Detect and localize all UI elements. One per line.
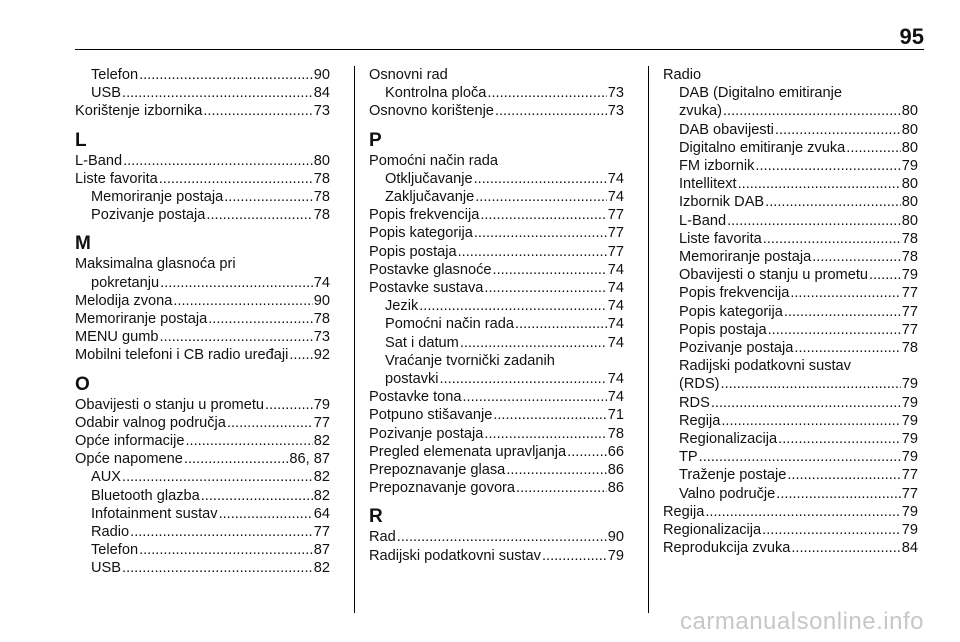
index-subentry (75, 66, 330, 84)
index-entry-page: 74 (607, 280, 624, 297)
index-entry-label: Telefon (91, 67, 139, 83)
dot-leader (122, 468, 313, 486)
dot-leader (186, 432, 313, 450)
dot-leader (711, 394, 901, 412)
index-entry-label: Melodija zvona (75, 292, 173, 309)
index-entry-label: Pozivanje postaja (91, 207, 206, 224)
index-column-2 (369, 66, 624, 565)
dot-leader (139, 541, 313, 559)
index-subentry (75, 505, 330, 523)
index-entry-page: 79 (901, 267, 918, 284)
index-entry-label: Postavke tona (369, 389, 462, 406)
index-entry-label: Kontrolna ploča (385, 85, 487, 102)
index-letter-heading: O (75, 373, 90, 395)
dot-leader (484, 425, 606, 443)
dot-leader (812, 248, 901, 266)
dot-leader (484, 279, 606, 297)
index-entry-label: Liste favorita (75, 170, 158, 187)
index-entry-heading: Radio (663, 67, 702, 83)
index-entry-page: 74 (607, 170, 624, 187)
index-entry-label: Popis frekvencija (679, 285, 790, 302)
index-entry-page: 74 (607, 261, 624, 278)
index-entry-label: RDS (679, 394, 710, 411)
index-entry (75, 170, 330, 188)
index-entry (75, 152, 330, 170)
index-entry-label: Bluetooth glazba (91, 487, 200, 504)
index-entry (75, 396, 330, 414)
index-entry-label: USB (91, 560, 122, 577)
dot-leader (794, 339, 900, 357)
dot-leader (495, 102, 607, 120)
dot-leader (440, 370, 607, 388)
index-entry-page: 74 (607, 334, 624, 351)
index-subentry (663, 193, 918, 211)
index-entry-label: Valno područje (679, 485, 776, 502)
index-entry-label: Korištenje izbornika (75, 103, 203, 120)
index-entry-label: (RDS) (679, 376, 720, 393)
dot-leader (130, 523, 313, 541)
index-entry-page: 80 (901, 139, 918, 156)
index-entry (75, 450, 330, 468)
index-letter-heading: L (75, 129, 87, 151)
index-entry-page: 86, 87 (289, 451, 330, 468)
index-subentry (663, 375, 918, 393)
index-entry-label: postavki (385, 371, 439, 388)
index-entry-page: 80 (313, 152, 330, 169)
index-entry-label: MENU gumb (75, 329, 159, 346)
index-entry-label: Otključavanje (385, 170, 473, 187)
index-entry-label: Osnovno korištenje (369, 103, 494, 120)
index-entry-page: 82 (313, 469, 330, 486)
index-entry (369, 443, 624, 461)
dot-leader (122, 559, 313, 577)
index-entry-page: 78 (313, 207, 330, 224)
index-entry-label: Izbornik DAB (679, 194, 765, 211)
index-subentry (369, 170, 624, 188)
dot-leader (475, 188, 607, 206)
index-entry-page: 64 (313, 505, 330, 522)
index-entry-label: Radio (91, 524, 130, 541)
index-entry-page: 90 (313, 292, 330, 309)
index-entry-label: USB (91, 85, 122, 102)
index-entry-label: Postavke glasnoće (369, 261, 492, 278)
index-entry-label: Infotainment sustav (91, 505, 218, 522)
index-entry-page: 78 (901, 249, 918, 266)
column-divider (354, 66, 355, 613)
index-subentry (75, 84, 330, 102)
dot-leader (542, 547, 607, 565)
dot-leader (139, 66, 313, 84)
index-column-1 (75, 66, 330, 578)
index-subentry (663, 212, 918, 230)
dot-leader (727, 212, 901, 230)
index-entry-label: Memoriranje postaja (679, 249, 812, 266)
index-entry (369, 206, 624, 224)
dot-leader (474, 170, 607, 188)
dot-leader (846, 139, 900, 157)
index-entry (369, 261, 624, 279)
index-subentry (663, 157, 918, 175)
index-subentry (369, 334, 624, 352)
index-entry-page: 79 (901, 376, 918, 393)
index-entry-label: Postavke sustava (369, 280, 484, 297)
index-subentry (663, 303, 918, 321)
index-entry-label: pokretanju (91, 274, 160, 291)
index-entry-page: 73 (607, 103, 624, 120)
index-entry-label: Regija (679, 412, 721, 429)
index-entry (75, 414, 330, 432)
index-entry-page: 82 (313, 560, 330, 577)
index-entry-page: 79 (313, 396, 330, 413)
index-entry-label: Potpuno stišavanje (369, 407, 493, 424)
dot-leader (516, 479, 607, 497)
index-entry-page: 73 (607, 85, 624, 102)
index-subentry (75, 559, 330, 577)
index-entry-label: Obavijesti o stanju u prometu (679, 267, 869, 284)
index-entry-page: 71 (607, 407, 624, 424)
dot-leader (173, 292, 312, 310)
dot-leader (265, 396, 313, 414)
index-entry-page: 79 (607, 547, 624, 564)
index-entry-page: 78 (313, 170, 330, 187)
dot-leader (208, 310, 313, 328)
index-entry-page: 80 (901, 176, 918, 193)
index-entry-heading: Pomoćni način rada (369, 152, 498, 169)
dot-leader (755, 157, 900, 175)
index-entry-page: 77 (901, 485, 918, 502)
dot-leader (776, 485, 900, 503)
index-entry-page: 86 (607, 462, 624, 479)
dot-leader (787, 466, 900, 484)
index-entry-page: 79 (901, 394, 918, 411)
index-entry-page: 80 (901, 103, 918, 120)
index-entry-label: Radijski podatkovni sustav (369, 547, 541, 564)
index-entry-label: Digitalno emitiranje zvuka (679, 139, 846, 156)
index-entry-page: 77 (313, 414, 330, 431)
dot-leader (784, 303, 901, 321)
dot-leader (699, 448, 901, 466)
index-subentry (369, 188, 624, 206)
dot-leader (763, 230, 901, 248)
dot-leader (159, 170, 313, 188)
dot-leader (790, 284, 900, 302)
index-entry-page: 66 (607, 443, 624, 460)
index-entry (369, 102, 624, 120)
index-entry (75, 310, 330, 328)
index-subentry (663, 466, 918, 484)
index-entry-label: Intellitext (679, 176, 737, 193)
index-entry-page: 74 (607, 189, 624, 206)
dot-leader (460, 334, 607, 352)
index-entry-page: 77 (607, 243, 624, 260)
index-entry-label: Odabir valnog područja (75, 414, 226, 431)
index-entry-label: Pomoćni način rada (385, 316, 514, 333)
index-entry-label: Memoriranje postaja (75, 311, 208, 328)
dot-leader (738, 175, 901, 193)
index-entry-page: 79 (901, 503, 918, 520)
index-entry-heading: Vraćanje tvornički zadanih (385, 352, 555, 369)
index-entry-page: 79 (901, 449, 918, 466)
dot-leader (791, 539, 900, 557)
index-subentry (663, 121, 918, 139)
index-entry-page: 84 (313, 85, 330, 102)
index-entry (369, 547, 624, 565)
index-entry (75, 432, 330, 450)
index-entry-heading: Radijski podatkovni sustav (679, 358, 851, 375)
index-entry (369, 279, 624, 297)
index-entry-label: Liste favorita (679, 230, 762, 247)
index-entry-heading: DAB (Digitalno emitiranje (679, 85, 843, 102)
index-entry (369, 479, 624, 497)
index-entry-page: 80 (901, 194, 918, 211)
index-subentry (663, 266, 918, 284)
index-entry-page: 92 (313, 347, 330, 364)
dot-leader (762, 521, 901, 539)
dot-leader (397, 528, 607, 546)
dot-leader (289, 346, 312, 364)
index-subentry (663, 448, 918, 466)
index-entry-label: Sat i datum (385, 334, 459, 351)
index-subentry (75, 206, 330, 224)
index-entry-heading: Osnovni rad (369, 67, 448, 83)
index-entry-label: Reprodukcija zvuka (663, 540, 791, 557)
dot-leader (160, 328, 313, 346)
index-subentry (369, 84, 624, 102)
dot-leader (723, 102, 901, 120)
index-subentry (663, 139, 918, 157)
index-entry-page: 90 (313, 67, 330, 83)
index-entry-label: Prepoznavanje glasa (369, 462, 506, 479)
index-entry-label: L-Band (75, 152, 123, 169)
index-entry-page: 80 (901, 212, 918, 229)
index-subentry (369, 370, 624, 388)
index-entry-label: Opće napomene (75, 451, 183, 468)
index-entry-label: Opće informacije (75, 433, 185, 450)
index-subentry (75, 274, 330, 292)
dot-leader (778, 430, 901, 448)
index-entry-label: Zaključavanje (385, 189, 475, 206)
column-divider (648, 66, 649, 613)
dot-leader (123, 152, 313, 170)
index-entry (369, 528, 624, 546)
index-entry-label: Popis kategorija (369, 225, 473, 242)
index-entry-label: L-Band (679, 212, 727, 229)
dot-leader (487, 84, 606, 102)
index-letter-heading: R (369, 506, 383, 528)
dot-leader (506, 461, 606, 479)
index-entry-page: 78 (901, 230, 918, 247)
index-entry-label: Pozivanje postaja (679, 340, 794, 357)
index-subentry (663, 321, 918, 339)
index-entry-page: 77 (607, 207, 624, 224)
index-entry (663, 521, 918, 539)
index-entry (75, 328, 330, 346)
index-entry-page: 77 (901, 303, 918, 320)
index-entry-page: 77 (901, 285, 918, 302)
index-entry-label: Mobilni telefoni i CB radio uređaji (75, 347, 289, 364)
dot-leader (122, 84, 313, 102)
index-entry-label: Pregled elemenata upravljanja (369, 443, 567, 460)
index-entry-page: 79 (901, 522, 918, 539)
index-entry-label: Jezik (385, 298, 419, 315)
index-entry-page: 74 (313, 274, 330, 291)
index-entry-page: 74 (607, 389, 624, 406)
dot-leader (219, 505, 313, 523)
index-entry-label: Pozivanje postaja (369, 425, 484, 442)
index-entry-label: Prepoznavanje govora (369, 480, 516, 497)
index-letter-heading: M (75, 233, 91, 255)
index-subentry (663, 248, 918, 266)
index-subentry (75, 487, 330, 505)
dot-leader (869, 266, 901, 284)
index-subentry (663, 102, 918, 120)
dot-leader (184, 450, 289, 468)
header-rule (75, 49, 924, 50)
dot-leader (227, 414, 313, 432)
index-entry (369, 425, 624, 443)
index-entry-page: 86 (607, 480, 624, 497)
index-entry-label: Popis postaja (679, 321, 767, 338)
index-entry-label: DAB obavijesti (679, 121, 774, 138)
index-letter-heading: P (369, 129, 382, 151)
index-entry (663, 539, 918, 557)
dot-leader (493, 406, 606, 424)
index-entry-label: zvuka) (679, 103, 722, 120)
index-entry-page: 79 (901, 431, 918, 448)
dot-leader (768, 321, 901, 339)
index-subentry (663, 284, 918, 302)
index-entry-page: 90 (607, 529, 624, 546)
index-entry-page: 78 (313, 311, 330, 328)
index-entry-page: 79 (901, 158, 918, 175)
index-subentry (663, 485, 918, 503)
index-entry-label: AUX (91, 469, 122, 486)
index-entry (663, 503, 918, 521)
index-entry-page: 73 (313, 329, 330, 346)
index-entry (369, 388, 624, 406)
index-entry-page: 77 (901, 321, 918, 338)
index-entry-label: Traženje postaje (679, 467, 787, 484)
index-entry-page: 82 (313, 433, 330, 450)
index-entry-page: 77 (313, 524, 330, 541)
dot-leader (775, 121, 901, 139)
dot-leader (705, 503, 900, 521)
index-subentry (369, 297, 624, 315)
index-entry (75, 102, 330, 120)
index-entry-page: 74 (607, 316, 624, 333)
index-subentry (663, 230, 918, 248)
dot-leader (463, 388, 607, 406)
index-subentry (663, 412, 918, 430)
index-entry-label: Rad (369, 529, 396, 546)
dot-leader (203, 102, 312, 120)
index-subentry (75, 523, 330, 541)
dot-leader (458, 243, 607, 261)
index-entry-label: Regionalizacija (663, 522, 762, 539)
index-subentry (663, 175, 918, 193)
index-entry (369, 406, 624, 424)
index-entry-label: Popis postaja (369, 243, 457, 260)
index-entry-label: Regionalizacija (679, 431, 778, 448)
index-entry-label: Popis frekvencija (369, 207, 480, 224)
index-entry-heading: Maksimalna glasnoća pri (75, 256, 236, 273)
watermark: carmanualsonline.info (680, 608, 924, 635)
dot-leader (515, 315, 607, 333)
index-entry-label: Obavijesti o stanju u prometu (75, 396, 265, 413)
dot-leader (474, 224, 607, 242)
index-column-3 (663, 66, 918, 557)
index-subentry (663, 394, 918, 412)
index-entry-page: 84 (901, 540, 918, 557)
index-entry-label: Memoriranje postaja (91, 189, 224, 206)
index-entry-page: 77 (901, 467, 918, 484)
index-subentry (663, 339, 918, 357)
index-subentry (75, 188, 330, 206)
dot-leader (419, 297, 607, 315)
dot-leader (160, 274, 313, 292)
dot-leader (493, 261, 607, 279)
index-entry-label: FM izbornik (679, 158, 755, 175)
dot-leader (201, 487, 313, 505)
index-entry-label: Telefon (91, 542, 139, 559)
index-entry-page: 74 (607, 298, 624, 315)
index-entry-page: 78 (607, 425, 624, 442)
index-entry-page: 74 (607, 371, 624, 388)
index-subentry (75, 468, 330, 486)
index-entry-page: 77 (607, 225, 624, 242)
dot-leader (206, 206, 312, 224)
index-entry-page: 73 (313, 103, 330, 120)
index-entry-page: 82 (313, 487, 330, 504)
index-entry-page: 87 (313, 542, 330, 559)
index-entry (75, 346, 330, 364)
index-entry (369, 461, 624, 479)
index-entry-page: 80 (901, 121, 918, 138)
dot-leader (765, 193, 901, 211)
index-entry-label: Popis kategorija (679, 303, 783, 320)
index-subentry (369, 315, 624, 333)
dot-leader (480, 206, 606, 224)
index-entry-page: 79 (901, 412, 918, 429)
index-entry-label: Regija (663, 503, 705, 520)
index-entry (369, 243, 624, 261)
index-entry (369, 224, 624, 242)
dot-leader (567, 443, 607, 461)
index-entry-page: 78 (313, 189, 330, 206)
index-subentry (663, 430, 918, 448)
dot-leader (721, 375, 901, 393)
index-entry-label: TP (679, 449, 698, 466)
dot-leader (224, 188, 313, 206)
page-number: 95 (899, 24, 924, 49)
dot-leader (721, 412, 900, 430)
index-entry (75, 292, 330, 310)
index-entry-page: 78 (901, 340, 918, 357)
index-subentry (75, 541, 330, 559)
